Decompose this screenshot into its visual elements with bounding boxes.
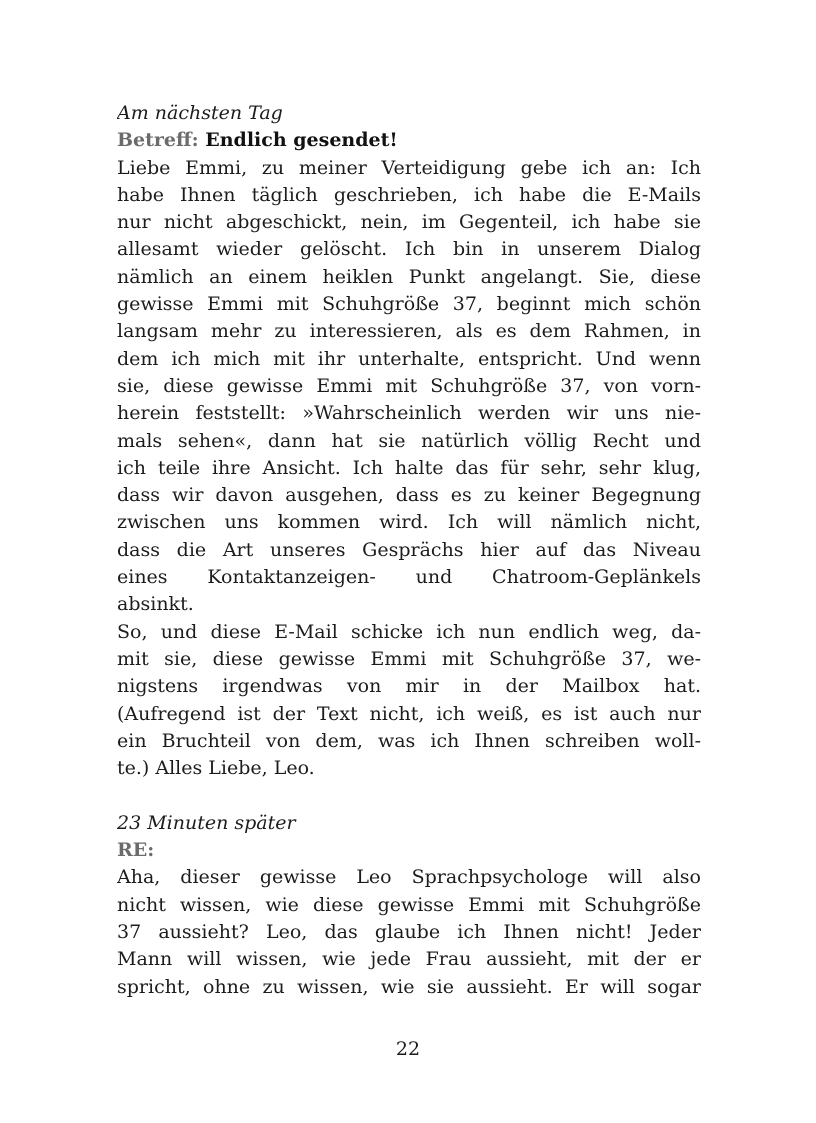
text-line: habe Ihnen täglich geschrieben, ich habe die E-Mails: [117, 183, 701, 206]
text-line: te.) Alles Liebe, Leo.: [117, 757, 315, 780]
subject-text: Endlich gesendet!: [198, 129, 398, 152]
subject-label: RE:: [117, 839, 155, 862]
text-line: ich teile ihre Ansicht. Ich halte das für sehr, sehr klug,: [117, 456, 701, 479]
text-line: Aha, dieser gewisse Leo Sprachpsychologe will also: [117, 866, 701, 889]
text-line: Liebe Emmi, zu meiner Verteidigung gebe ich an: Ich: [117, 156, 701, 179]
text-line: nämlich an einem heiklen Punkt angelangt. Sie, diese: [117, 265, 701, 288]
text-line: herein feststellt: »Wahrscheinlich werden wir uns nie-: [117, 402, 701, 425]
text-line: sie, diese gewisse Emmi mit Schuhgröße 37, von vorn-: [117, 374, 701, 397]
text-line: absinkt.: [117, 593, 194, 616]
text-line: nur nicht abgeschickt, nein, im Gegenteil, ich habe sie: [117, 211, 701, 234]
text-line: dass wir davon ausgehen, dass es zu keiner Begegnung: [117, 484, 701, 507]
text-line: Mann will wissen, wie jede Frau aussieht, mit der er: [117, 948, 701, 971]
paragraph: [117, 155, 701, 619]
subject-line: [117, 837, 701, 864]
text-line: nigstens irgendwas von mir in der Mailbox hat.: [117, 675, 701, 698]
text-line: zwischen uns kommen wird. Ich will nämlich nicht,: [117, 511, 701, 534]
text-line: 37 aussieht? Leo, das glaube ich Ihnen nicht! Jeder: [117, 920, 701, 943]
text-line: mit sie, diese gewisse Emmi mit Schuhgröße 37, we-: [117, 647, 701, 670]
email-entry: [117, 100, 701, 782]
text-line: dass die Art unseres Gesprächs hier auf das Niveau: [117, 538, 701, 561]
paragraph: [117, 619, 701, 783]
entry-time-header: Am nächsten Tag: [117, 102, 283, 124]
text-column: [117, 100, 701, 1001]
text-line: allesamt wieder gelöscht. Ich bin in unserem Dialog: [117, 238, 701, 261]
text-line: gewisse Emmi mit Schuhgröße 37, beginnt mich schön: [117, 293, 701, 316]
text-line: (Aufregend ist der Text nicht, ich weiß, es ist auch nur: [117, 702, 701, 725]
page-number: 22: [395, 1038, 421, 1060]
entry-time-header: 23 Minuten später: [117, 811, 296, 834]
email-entry: [117, 810, 701, 1001]
text-line: spricht, ohne zu wissen, wie sie aussieht. Er will sogar: [117, 975, 701, 998]
text-line: mals sehen«, dann hat sie natürlich völlig Recht und: [117, 429, 701, 452]
paragraph: [117, 864, 701, 1000]
text-line: So, und diese E-Mail schicke ich nun endlich weg, da-: [117, 620, 701, 643]
text-line: ein Bruchteil von dem, was ich Ihnen schreiben woll-: [117, 729, 701, 752]
subject-label: Betreff:: [117, 129, 199, 152]
text-line: eines Kontaktanzeigen- und Chatroom-Geplänkels: [117, 566, 701, 589]
subject-line: [117, 127, 701, 154]
text-line: langsam mehr zu interessieren, als es dem Rahmen, in: [117, 320, 701, 343]
text-line: dem ich mich mit ihr unterhalte, entspricht. Und wenn: [117, 347, 701, 370]
text-line: nicht wissen, wie diese gewisse Emmi mit Schuhgröße: [117, 893, 701, 916]
